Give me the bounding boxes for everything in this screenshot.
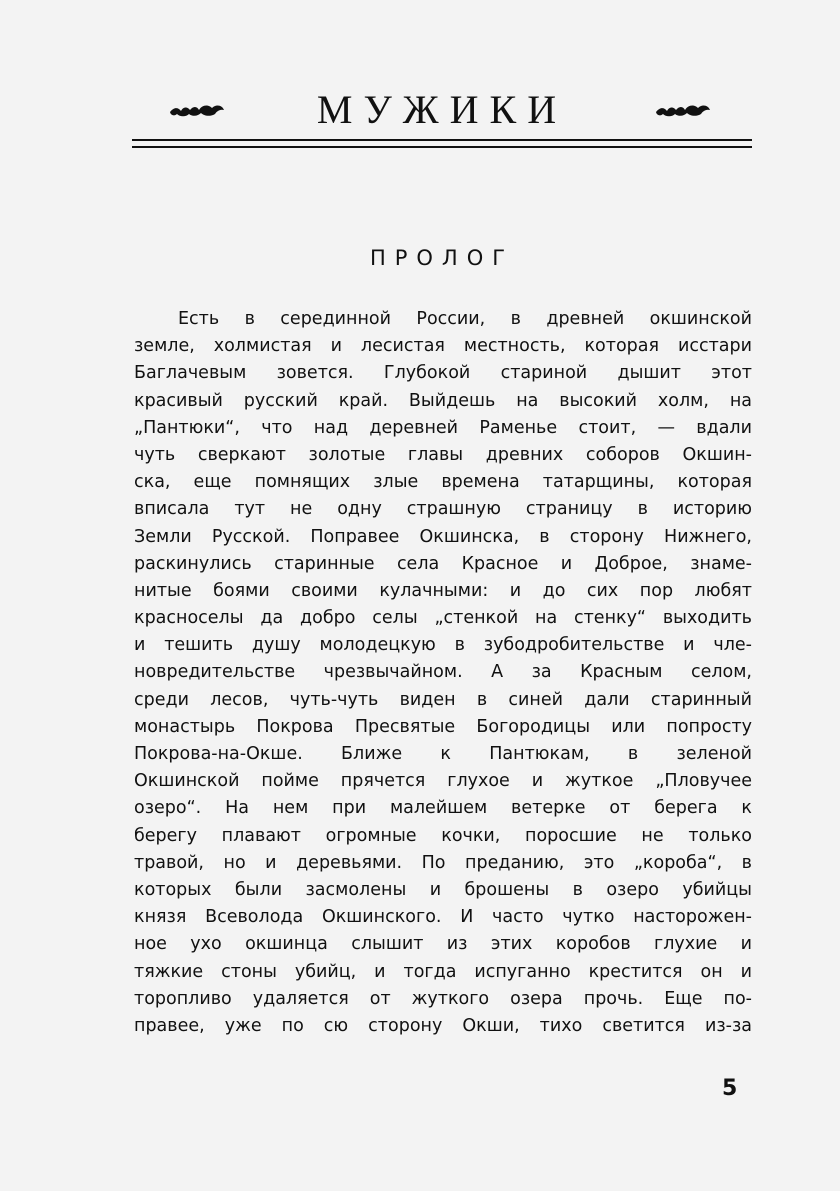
text-line: нитые боями своими кулачными: и до сих пор любят <box>134 580 752 601</box>
text-line: земле, холмистая и лесистая местность, которая исстари <box>134 336 752 357</box>
text-line: правее, уже по сю сторону Окши, тихо светится из-за <box>134 1015 752 1036</box>
text-line: среди лесов, чуть-чуть виден в синей дали старинный <box>134 689 752 710</box>
text-line: Баглачевым зовется. Глубокой стариной дышит этот <box>134 363 752 384</box>
text-line: ска, еще помнящих злые времена татарщины, которая <box>134 472 752 493</box>
text-line: раскинулись старинные села Красное и Доброе, знаме- <box>134 553 752 574</box>
text-line: красноселы да добро селы „стенкой на стенку“ выходить <box>134 608 752 629</box>
text-line: Окшинской пойме прячется глухое и жуткое „Пловучее <box>134 771 752 792</box>
text-line: чуть сверкают золотые главы древних соборов Окшин- <box>134 444 752 465</box>
text-line: Земли Русской. Поправее Окшинска, в сторону Нижнего, <box>134 526 752 547</box>
page-header <box>132 84 752 154</box>
text-line: князя Всеволода Окшинского. И часто чутко насторожен- <box>134 907 752 928</box>
page-number: 5 <box>722 1076 738 1101</box>
text-line: новредительстве чрезвычайном. А за Красным селом, <box>134 662 752 683</box>
text-line: которых были засмолены и брошены в озеро убийцы <box>134 879 752 900</box>
text-line: торопливо удаляется от жуткого озера прочь. Еще по- <box>134 988 752 1009</box>
chapter-title: ПРОЛОГ <box>369 246 515 270</box>
text-line: монастырь Покрова Пресвятые Богородицы или попросту <box>134 716 752 737</box>
text-line: „Пантюки“, что над деревней Раменье стоит, — вдали <box>134 417 752 438</box>
text-line: тяжкие стоны убийц, и тогда испуганно крестится он и <box>134 961 752 982</box>
text-line: Есть в серединной России, в древней окшинской <box>178 309 752 329</box>
text-line: и тешить душу молодецкую в зубодробительстве и чле- <box>134 635 752 656</box>
text-line: травой, но и деревьями. По преданию, это „короба“, в <box>134 852 752 873</box>
text-line: ное ухо окшинца слышит из этих коробов глухие и <box>134 934 752 955</box>
text-line: берегу плавают огромные кочки, поросшие не только <box>134 825 752 846</box>
body-text <box>134 306 752 1040</box>
text-line: озеро“. На нем при малейшем ветерке от берега к <box>134 798 752 819</box>
text-line: вписала тут не одну страшную страницу в историю <box>134 499 752 520</box>
header-rule-top <box>132 139 752 141</box>
text-line: Покрова-на-Окше. Ближе к Пантюкам, в зеленой <box>134 744 752 764</box>
right-ornament-icon <box>654 101 712 121</box>
header-rule-bottom <box>132 146 752 148</box>
book-title: МУЖИКИ <box>316 87 568 132</box>
text-line: красивый русский край. Выйдешь на высокий холм, на <box>134 390 752 411</box>
